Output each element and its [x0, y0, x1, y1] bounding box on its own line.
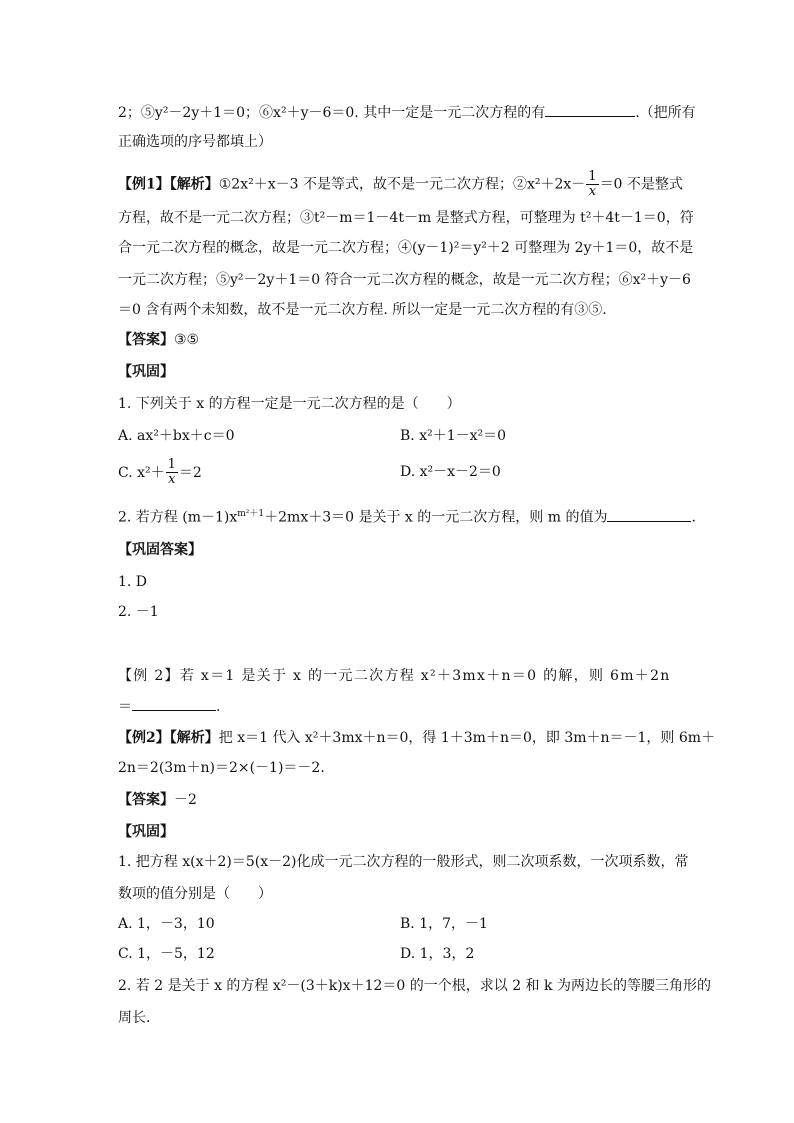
intro-text: 2；⑤y²－2y＋1＝0；⑥x²＋y－6＝0. 其中一定是一元二次方程的有 — [118, 105, 546, 121]
fraction — [166, 458, 178, 487]
answer-value: ③⑤ — [174, 332, 200, 348]
question-2-text: 2. 若方程 (m－1)x — [118, 509, 238, 526]
consolidate-answer-1: 1. D — [118, 574, 148, 590]
ex2-question-line-1: 【例 2】若 x＝1 是关于 x 的一元二次方程 x²＋3mx＋n＝0 的解，则 6m＋2n — [118, 668, 671, 684]
ex1-solution-line-5: ＝0 含有两个未知数，故不是一元二次方程. 所以一定是一元二次方程的有③⑤. — [118, 302, 607, 318]
ex2-question-1-line-1: 1. 把方程 x(x＋2)＝5(x－2)化成一元二次方程的一般形式，则二次项系数，一次项系数，常 — [118, 854, 689, 870]
intro-line-2: 正确选项的序号都填上） — [118, 134, 272, 150]
fraction — [586, 170, 598, 199]
fraction-numerator: 1 — [167, 457, 176, 472]
ex1-solution-line-4: 一元二次方程；⑤y²－2y＋1＝0 符合一元二次方程的概念，故是一元二次方程；⑥x²＋y－6 — [118, 272, 691, 288]
ex1-text: ①2x²＋x－3 不是等式，故不是一元二次方程；②x²＋2x－ — [218, 176, 586, 193]
answer-label: 【答案】 — [118, 332, 174, 348]
ex2-question-2-line-2: 周长. — [118, 1010, 151, 1026]
ex1-solution-line-2: 方程，故不是一元二次方程；③t²－m＝1－4t－m 是整式方程，可整理为 t²＋4t－1＝0，符 — [118, 210, 694, 226]
answer-blank[interactable] — [132, 696, 216, 711]
ex1-solution-line-3: 合一元二次方程的概念，故是一元二次方程；④(y－1)²＝y²＋2 可整理为 2y＋1＝0，故不是 — [118, 240, 694, 256]
ex1-text: ＝0 不是整式 — [599, 176, 683, 193]
option-d[interactable]: D. x²－x－2＝0 — [400, 464, 501, 480]
options-row-2 — [118, 458, 678, 488]
consolidate-answer-heading: 【巩固答案】 — [118, 542, 202, 558]
question-1: 1. 下列关于 x 的方程一定是一元二次方程的是（ ） — [118, 396, 461, 412]
question-2-end: . — [691, 509, 696, 526]
option-a[interactable]: A. ax²＋bx＋c＝0 — [118, 428, 235, 444]
ex1-solution-label: 【例1】【解析】 — [118, 176, 219, 193]
ex2-solution-line-1 — [118, 728, 716, 748]
option-c[interactable]: C. 1，－5，12 — [118, 946, 215, 962]
ex2-options-row-1 — [118, 914, 678, 934]
ex2-options-row-2 — [118, 944, 678, 964]
option-a[interactable]: A. 1，－3，10 — [118, 916, 215, 932]
question-2-text: ＋2mx＋3＝0 是关于 x 的一元二次方程，则 m 的值为 — [264, 509, 608, 526]
ex1-solution-line-1 — [118, 169, 683, 199]
answer-label: 【答案】 — [118, 792, 174, 808]
options-row-1 — [118, 426, 678, 446]
ex2-answer — [118, 790, 678, 810]
ex2-consolidate-heading: 【巩固】 — [118, 824, 174, 840]
fraction-denominator: x — [168, 472, 176, 487]
option-d[interactable]: D. 1，3，2 — [400, 946, 475, 962]
ex1-answer — [118, 330, 678, 350]
answer-blank[interactable] — [607, 507, 691, 522]
option-c[interactable] — [118, 457, 202, 487]
ex2-equals: ＝ — [118, 699, 132, 715]
fraction-numerator: 1 — [588, 169, 597, 184]
ex2-solution-text: 把 x＝1 代入 x²＋3mx＋n＝0，得 1＋3m＋n＝0，即 3m＋n＝－1，则 6m＋ — [218, 730, 716, 746]
fraction-denominator: x — [588, 184, 597, 199]
answer-value: －2 — [174, 792, 197, 808]
intro-line-1 — [118, 102, 696, 123]
option-b[interactable]: B. 1，7，－1 — [400, 916, 488, 932]
option-c-text: C. x²＋ — [118, 464, 165, 481]
option-c-text: ＝2 — [178, 464, 202, 481]
ex2-solution-label: 【例2】【解析】 — [118, 730, 219, 746]
exponent: m²＋1 — [237, 509, 265, 519]
ex2-question-2-line-1: 2. 若 2 是关于 x 的方程 x²－(3＋k)x＋12＝0 的一个根，求以 2 和 k 为两边长的等腰三角形的 — [118, 978, 711, 994]
ex2-solution-line-2: 2n＝2(3m＋n)＝2×(－1)＝－2. — [118, 760, 325, 776]
intro-text-end: .（把所有 — [635, 105, 696, 121]
ex2-period: . — [216, 699, 221, 715]
consolidate-answer-2: 2. －1 — [118, 604, 159, 620]
consolidate-heading: 【巩固】 — [118, 364, 174, 380]
option-b[interactable]: B. x²＋1－x²＝0 — [400, 428, 507, 444]
ex2-question-line-2 — [118, 696, 678, 717]
ex2-question-1-line-2: 数项的值分别是（ ） — [118, 886, 272, 902]
answer-blank[interactable] — [545, 102, 635, 117]
question-2 — [118, 504, 696, 528]
